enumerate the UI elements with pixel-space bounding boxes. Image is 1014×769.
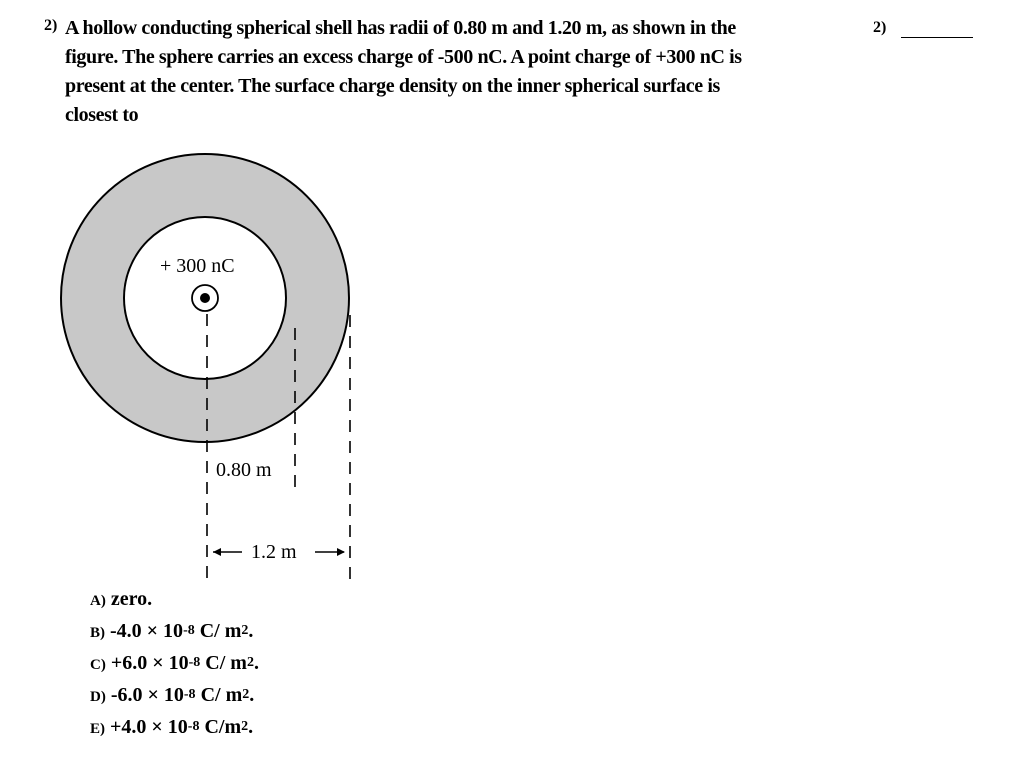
choice-unit: C/ m [200,652,247,674]
choice-letter: E) [90,721,105,737]
choice-unit-exponent: 2 [241,719,249,734]
choice-a[interactable] [90,588,152,611]
choice-end: . [253,652,259,674]
spherical-shell-figure [60,150,370,590]
question-text [65,14,835,130]
choice-unit-exponent: 2 [241,623,249,638]
question-line: present at the center. The surface charge density on the inner spherical surface is [65,75,720,97]
choice-unit-exponent: 2 [246,655,254,670]
inner-radius-label: 0.80 m [216,459,272,481]
answer-blank-line[interactable] [901,37,973,38]
choice-text: zero. [110,588,153,610]
arrowhead-right-icon [337,548,345,556]
answer-number: 2) [873,19,887,36]
choice-mantissa: +4.0 × 10 [110,716,188,738]
question-number: 2) [44,17,58,34]
choice-letter: A) [90,593,106,609]
question-line: figure. The sphere carries an excess charge of -500 nC. A point charge of +300 nC is [65,46,742,68]
choice-e[interactable] [90,716,253,739]
choice-d[interactable] [90,684,254,707]
choice-exponent: -8 [183,623,195,638]
choice-b[interactable] [90,620,253,643]
choice-end: . [248,620,254,642]
choice-unit-exponent: 2 [242,687,250,702]
center-charge-dot [200,293,210,303]
question-line: A hollow conducting spherical shell has radii of 0.80 m and 1.20 m, as shown in the [65,17,736,39]
choice-exponent: -8 [183,687,196,702]
choice-exponent: -8 [187,719,200,734]
choice-c[interactable] [90,652,259,675]
choice-letter: C) [90,657,106,673]
choice-mantissa: -4.0 × 10 [110,620,184,642]
choice-exponent: -8 [188,655,201,670]
outer-radius-label: 1.2 m [251,541,297,563]
choice-end: . [249,684,255,706]
question-line: closest to [65,104,139,126]
choice-letter: D) [90,689,106,705]
choice-mantissa: +6.0 × 10 [110,652,189,674]
choice-letter: B) [90,625,105,641]
choice-unit: C/m [199,716,242,738]
choice-unit: C/ m [194,620,242,642]
choice-mantissa: -6.0 × 10 [110,684,184,706]
choice-end: . [248,716,254,738]
arrowhead-left-icon [213,548,221,556]
choice-unit: C/ m [195,684,243,706]
center-charge-label: + 300 nC [160,255,235,277]
